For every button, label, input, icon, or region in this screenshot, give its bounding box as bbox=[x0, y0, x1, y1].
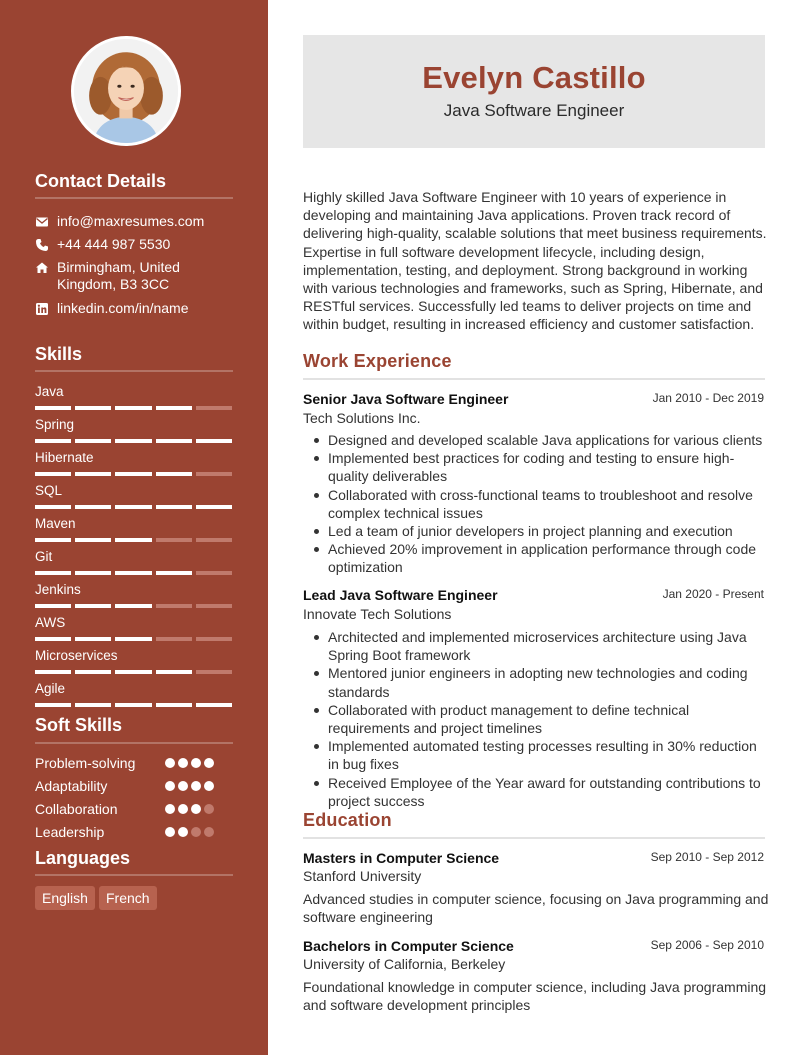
skill-rating-segment bbox=[196, 571, 232, 575]
job-1-bullet: Designed and developed scalable Java applications for various clients bbox=[303, 431, 769, 449]
skill-rating-bar bbox=[35, 439, 232, 444]
skill-rating-bar bbox=[35, 703, 232, 708]
skill-rating-segment bbox=[156, 604, 192, 608]
skill-rating-segment bbox=[196, 472, 232, 476]
contact-linkedin-text: linkedin.com/in/name bbox=[57, 300, 189, 316]
job-2-dates: Jan 2020 - Present bbox=[662, 587, 764, 601]
linkedin-icon bbox=[35, 302, 49, 316]
skill-rating-segment bbox=[35, 703, 71, 707]
edu-1-school: Stanford University bbox=[303, 868, 422, 884]
skill-rating-bar bbox=[35, 604, 232, 609]
job-1-bullet: Implemented best practices for coding and testing to ensure high-quality deliverables bbox=[303, 449, 769, 485]
skill-rating-segment bbox=[156, 505, 192, 509]
skill-rating-segment bbox=[156, 571, 192, 575]
contact-divider bbox=[35, 197, 233, 199]
job-2-bullet: Received Employee of the Year award for outstanding contributions to project success bbox=[303, 774, 769, 810]
job-1-title: Senior Java Software Engineer bbox=[303, 391, 509, 407]
skill-rating-segment bbox=[115, 406, 151, 410]
skill-name: Java bbox=[35, 384, 64, 399]
skill-rating-segment bbox=[35, 571, 71, 575]
skill-name: SQL bbox=[35, 483, 63, 498]
contact-linkedin[interactable] bbox=[35, 300, 235, 317]
skill-rating-segment bbox=[196, 439, 232, 443]
job-1-bullet: Collaborated with cross-functional teams to troubleshoot and resolve complex technical issues bbox=[303, 486, 769, 522]
soft-skills-divider bbox=[35, 742, 233, 744]
skill-name: Agile bbox=[35, 681, 66, 696]
contact-section-title: Contact Details bbox=[35, 171, 167, 191]
skill-rating-segment bbox=[156, 472, 192, 476]
skill-rating-segment bbox=[75, 604, 111, 608]
skill-rating-segment bbox=[196, 406, 232, 410]
skill-rating-segment bbox=[115, 538, 151, 542]
contact-phone[interactable] bbox=[35, 236, 235, 253]
skill-rating-segment bbox=[115, 439, 151, 443]
home-icon bbox=[35, 261, 49, 275]
edu-2-description: Foundational knowledge in computer science, including Java programming and software development principles bbox=[303, 979, 767, 1014]
edu-1-dates: Sep 2010 - Sep 2012 bbox=[650, 850, 764, 864]
skill-rating-segment bbox=[35, 538, 71, 542]
skill-rating-segment bbox=[156, 670, 192, 674]
skill-rating-segment bbox=[75, 670, 111, 674]
skill-rating-segment bbox=[75, 571, 111, 575]
languages-divider bbox=[35, 874, 233, 876]
skill-rating-segment bbox=[196, 505, 232, 509]
languages-section-title: Languages bbox=[35, 848, 131, 868]
edu-2-dates: Sep 2006 - Sep 2010 bbox=[650, 938, 764, 952]
skill-name: Spring bbox=[35, 417, 75, 432]
skill-rating-segment bbox=[75, 703, 111, 707]
job-2-company: Innovate Tech Solutions bbox=[303, 606, 452, 622]
skill-rating-bar bbox=[35, 538, 232, 543]
soft-skills-section-title: Soft Skills bbox=[35, 715, 123, 735]
contact-email-text: info@maxresumes.com bbox=[57, 213, 205, 229]
soft-skill-name: Leadership bbox=[35, 824, 105, 840]
profile-summary: Highly skilled Java Software Engineer with 10 years of experience in developing and maintaining Java applications. Proven track record of delivering high-quality, scalable solutions that meet business requirements. Expertise in full software development lifecycle, including design, implementation, testing, and deployment. Strong background in working with various technologies and frameworks, such as Spring, Hibernate, and RESTful services. Successfully led teams to deliver projects on time and within budget, resulting in increased efficiency and customer satisfaction. bbox=[303, 189, 767, 333]
job-1-bullet: Achieved 20% improvement in application performance through code optimization bbox=[303, 540, 769, 576]
skill-rating-segment bbox=[196, 538, 232, 542]
job-2-title: Lead Java Software Engineer bbox=[303, 587, 498, 603]
work-divider bbox=[303, 378, 765, 380]
phone-icon bbox=[35, 238, 49, 252]
skill-name: Jenkins bbox=[35, 582, 81, 597]
skill-name: Git bbox=[35, 549, 53, 564]
skill-rating-segment bbox=[115, 670, 151, 674]
contact-address-text: Birmingham, United Kingdom, B3 3CC bbox=[57, 259, 180, 292]
skill-rating-segment bbox=[75, 538, 111, 542]
soft-skill-name: Adaptability bbox=[35, 778, 108, 794]
job-2-bullet: Architected and implemented microservices architecture using Java Spring Boot framework bbox=[303, 628, 769, 664]
header-box bbox=[303, 35, 765, 148]
skill-rating-segment bbox=[115, 472, 151, 476]
skill-rating-segment bbox=[35, 406, 71, 410]
edu-2-degree: Bachelors in Computer Science bbox=[303, 938, 514, 954]
job-2-bullets bbox=[303, 628, 769, 810]
language-tag-english: English bbox=[35, 886, 95, 910]
candidate-name: Evelyn Castillo bbox=[422, 60, 646, 95]
skill-rating-segment bbox=[115, 604, 151, 608]
skill-rating-segment bbox=[156, 406, 192, 410]
skill-rating-bar bbox=[35, 472, 232, 477]
skill-name: AWS bbox=[35, 615, 66, 630]
job-1-bullet: Led a team of junior developers in project planning and execution bbox=[303, 522, 769, 540]
skill-rating-segment bbox=[196, 703, 232, 707]
skill-rating-bar bbox=[35, 637, 232, 642]
skill-name: Maven bbox=[35, 516, 76, 531]
skill-rating-bar bbox=[35, 670, 232, 675]
skill-name: Microservices bbox=[35, 648, 118, 663]
contact-address bbox=[35, 259, 235, 293]
skill-rating-bar bbox=[35, 505, 232, 510]
job-2-bullet: Collaborated with product management to define technical requirements and project timelines bbox=[303, 701, 769, 737]
job-2-bullet: Implemented automated testing processes resulting in 30% reduction in bug fixes bbox=[303, 737, 769, 773]
skill-rating-segment bbox=[75, 472, 111, 476]
skill-rating-segment bbox=[35, 637, 71, 641]
contact-email[interactable] bbox=[35, 213, 235, 230]
edu-1-description: Advanced studies in computer science, focusing on Java programming and software engineering bbox=[303, 891, 769, 926]
skills-divider bbox=[35, 370, 233, 372]
skill-rating-segment bbox=[196, 604, 232, 608]
skill-rating-segment bbox=[156, 439, 192, 443]
skill-rating-segment bbox=[75, 637, 111, 641]
edu-1-degree: Masters in Computer Science bbox=[303, 850, 500, 866]
skills-section-title: Skills bbox=[35, 344, 83, 364]
soft-skill-name: Collaboration bbox=[35, 801, 118, 817]
skill-rating-segment bbox=[75, 406, 111, 410]
skill-rating-segment bbox=[156, 703, 192, 707]
skill-rating-bar bbox=[35, 571, 232, 576]
work-section-title: Work Experience bbox=[303, 351, 452, 371]
skill-rating-segment bbox=[35, 604, 71, 608]
contact-phone-text: +44 444 987 5530 bbox=[57, 236, 171, 252]
soft-skill-name: Problem-solving bbox=[35, 755, 136, 771]
envelope-icon bbox=[35, 215, 49, 229]
skill-rating-segment bbox=[35, 472, 71, 476]
sidebar bbox=[0, 0, 268, 1055]
skill-rating-segment bbox=[156, 637, 192, 641]
avatar-portrait bbox=[74, 39, 178, 143]
skill-rating-segment bbox=[196, 670, 232, 674]
skill-rating-segment bbox=[35, 439, 71, 443]
skill-rating-segment bbox=[75, 505, 111, 509]
skill-rating-bar bbox=[35, 406, 232, 411]
candidate-title: Java Software Engineer bbox=[443, 101, 625, 120]
skill-name: Hibernate bbox=[35, 450, 94, 465]
job-2-bullet: Mentored junior engineers in adopting new technologies and coding standards bbox=[303, 664, 769, 700]
education-divider bbox=[303, 837, 765, 839]
skill-rating-segment bbox=[196, 637, 232, 641]
avatar bbox=[71, 36, 181, 146]
language-tag-french: French bbox=[99, 886, 157, 910]
education-section-title: Education bbox=[303, 810, 392, 830]
skill-rating-segment bbox=[115, 571, 151, 575]
skill-rating-segment bbox=[115, 703, 151, 707]
skill-rating-segment bbox=[115, 505, 151, 509]
skill-rating-segment bbox=[35, 670, 71, 674]
skill-rating-segment bbox=[115, 637, 151, 641]
job-1-company: Tech Solutions Inc. bbox=[303, 410, 421, 426]
skill-rating-segment bbox=[156, 538, 192, 542]
skill-rating-segment bbox=[75, 439, 111, 443]
skill-rating-segment bbox=[35, 505, 71, 509]
job-1-bullets bbox=[303, 431, 769, 577]
edu-2-school: University of California, Berkeley bbox=[303, 956, 506, 972]
job-1-dates: Jan 2010 - Dec 2019 bbox=[652, 391, 764, 405]
